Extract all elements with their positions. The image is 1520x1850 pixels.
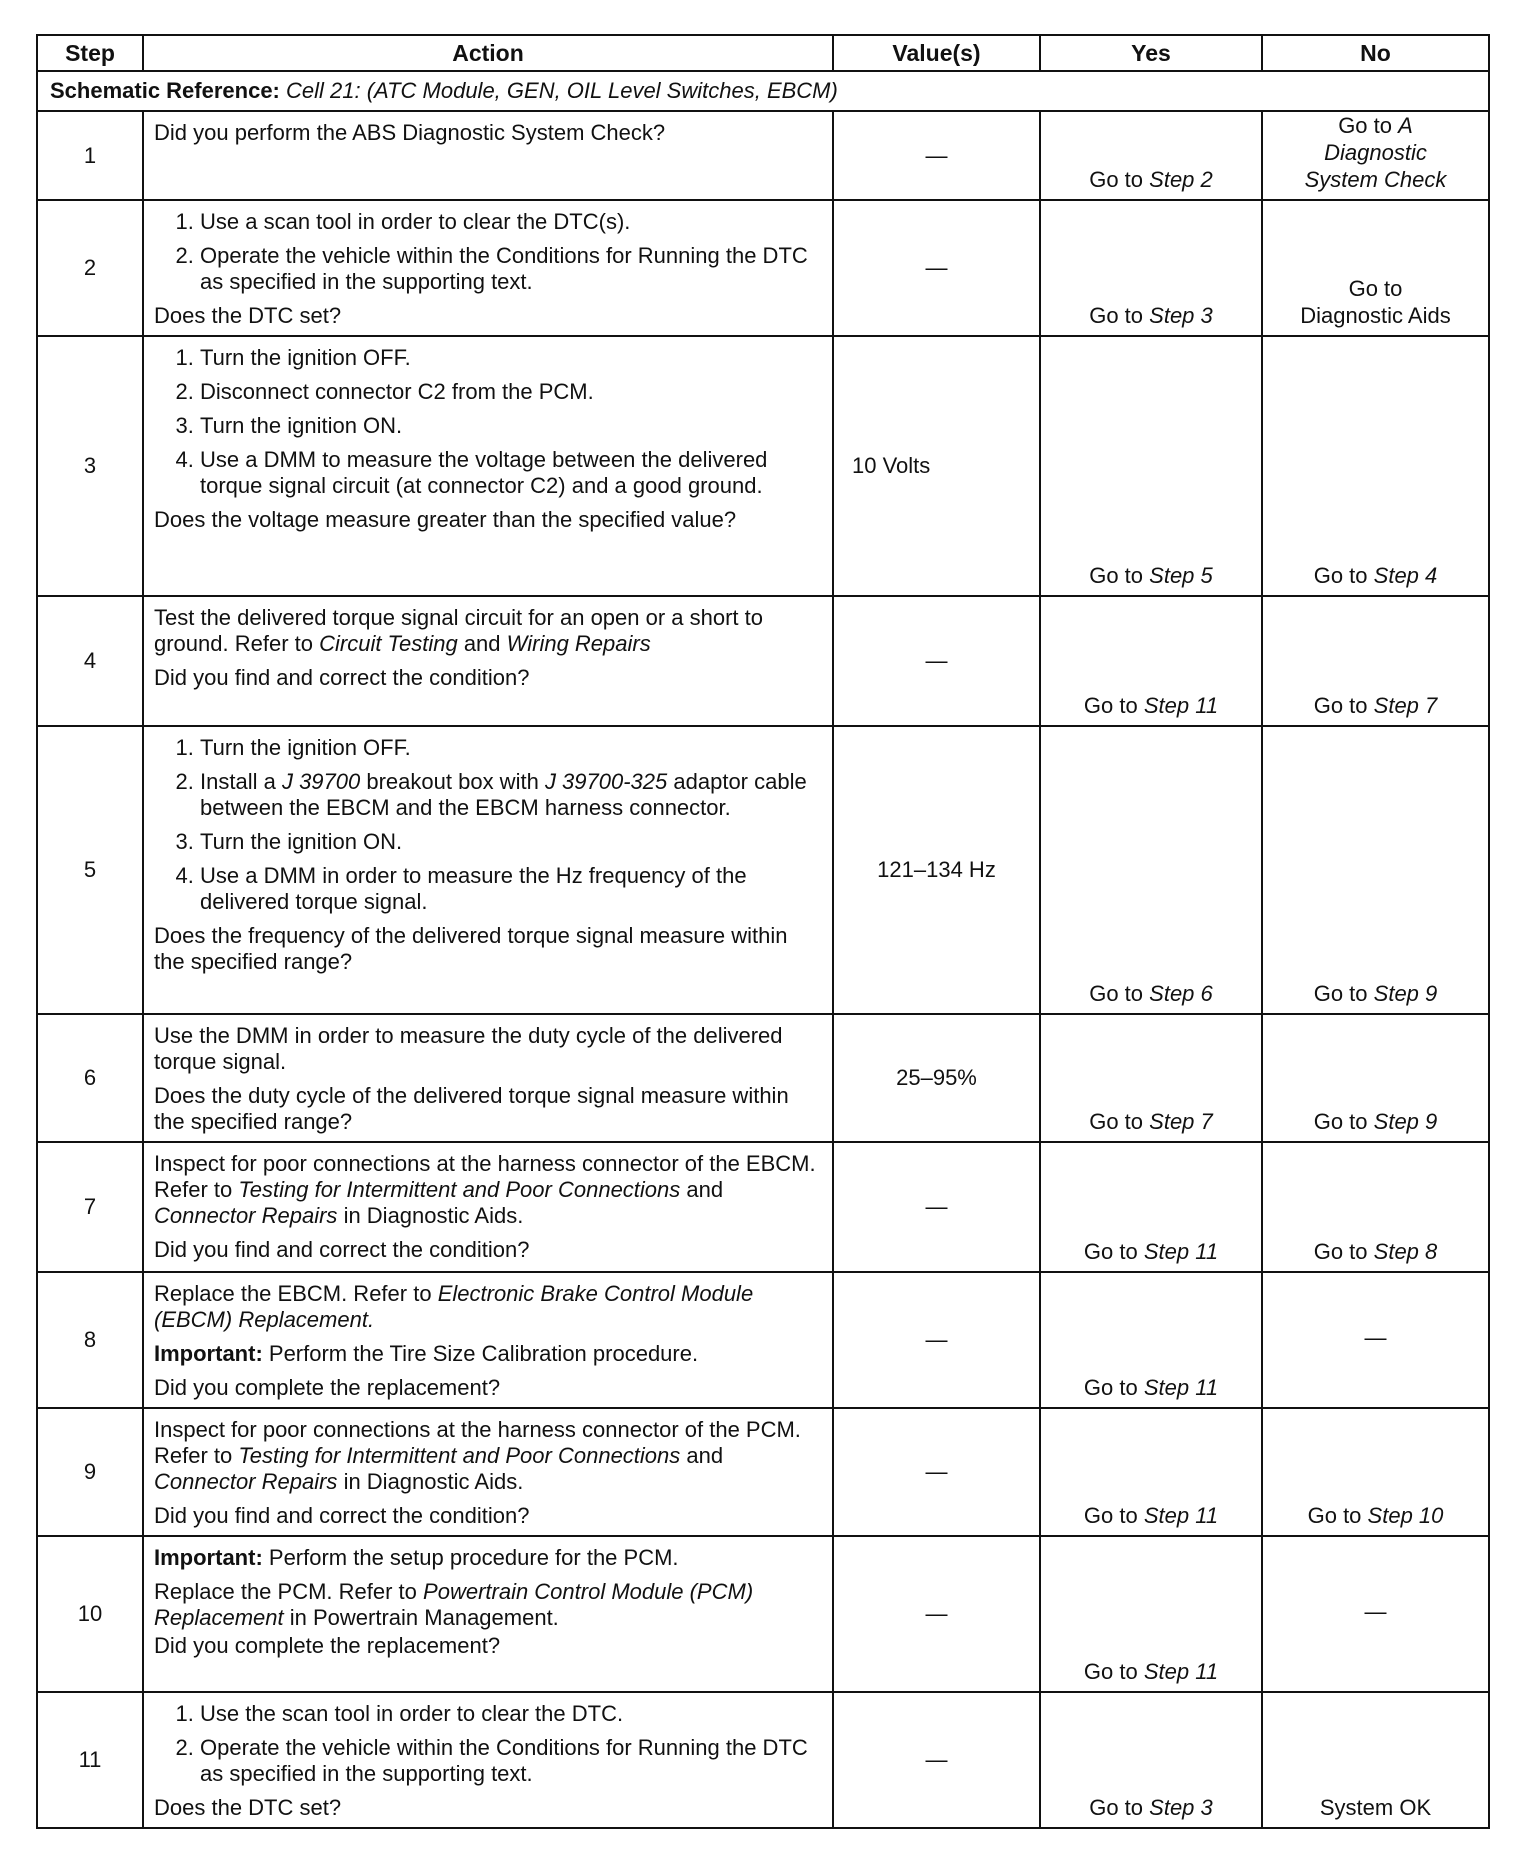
list-item — [200, 769, 820, 821]
action-cell — [143, 200, 833, 336]
yes-cell — [1040, 111, 1262, 200]
step-number: 1 — [37, 111, 143, 200]
table-row — [37, 200, 1489, 336]
value-cell: — — [833, 1408, 1040, 1536]
action-cell — [143, 596, 833, 726]
list-item: 4. Use a DMM in order to measure the Hz frequency of the delivered torque signal. — [200, 863, 820, 915]
text-segment: and — [686, 1443, 724, 1468]
table-row — [37, 1408, 1489, 1536]
no-step-link[interactable]: Step 9 — [1373, 981, 1438, 1006]
no-step-link[interactable]: Step 4 — [1373, 563, 1438, 588]
schematic-text: Cell 21: (ATC Module, GEN, OIL Level Switches, EBCM) — [286, 78, 838, 103]
list-item: 1. Use a scan tool in order to clear the DTC(s). — [200, 209, 820, 235]
goto-text: Go to — [1083, 1239, 1138, 1264]
action-cell — [143, 1272, 833, 1408]
goto-text: Go to — [1083, 1503, 1138, 1528]
yes-step-link[interactable]: Step 11 — [1143, 1375, 1219, 1400]
header-row — [37, 35, 1489, 71]
step-number: 2 — [37, 200, 143, 336]
yes-cell — [1040, 1536, 1262, 1692]
yes-step-link[interactable]: Step 11 — [1143, 1503, 1219, 1528]
goto-text: Go to — [1083, 1659, 1138, 1684]
schematic-reference — [37, 71, 1489, 111]
list-item: 3. Turn the ignition ON. — [200, 829, 820, 855]
reference-link[interactable]: Connector Repairs — [154, 1469, 338, 1494]
text-segment: Test the delivered torque signal circuit for an open or a short to ground. Refer to — [154, 605, 764, 656]
yes-cell — [1040, 1014, 1262, 1142]
no-cell — [1262, 596, 1489, 726]
no-step-link-line2[interactable]: Diagnostic — [1324, 140, 1427, 165]
diagnostic-table — [36, 34, 1490, 1829]
table-row — [37, 111, 1489, 200]
yes-step-link[interactable]: Step 5 — [1149, 563, 1213, 588]
step-number: 8 — [37, 1272, 143, 1408]
reference-link[interactable]: Wiring Repairs — [506, 631, 651, 656]
step-number: 3 — [37, 336, 143, 596]
important-note — [154, 1545, 820, 1571]
yes-step-link[interactable]: Step 3 — [1149, 303, 1213, 328]
step-number: 5 — [37, 726, 143, 1014]
no-step-link[interactable]: Step 7 — [1373, 693, 1438, 718]
list-item: 4. Use a DMM to measure the voltage between the delivered torque signal circuit (at connector C2) and a good ground. — [200, 447, 820, 499]
header-yes: Yes — [1040, 35, 1262, 71]
table-row — [37, 1014, 1489, 1142]
no-step-link[interactable]: Step 10 — [1367, 1503, 1444, 1528]
goto-text: Go to — [1089, 563, 1144, 588]
step-number: 10 — [37, 1536, 143, 1692]
yes-cell — [1040, 200, 1262, 336]
goto-text: Go to — [1089, 1795, 1144, 1820]
yes-cell — [1040, 1272, 1262, 1408]
text-segment: and — [463, 631, 501, 656]
text-segment: Install a — [200, 769, 276, 794]
text-segment: in Powertrain Management. — [289, 1605, 559, 1630]
text-segment: Replace the PCM. Refer to — [154, 1579, 417, 1604]
table-row — [37, 1142, 1489, 1272]
instruction-list — [154, 345, 820, 499]
goto-text: Go to — [1089, 303, 1144, 328]
goto-text: Go to — [1313, 1239, 1368, 1264]
question: Does the DTC set? — [154, 1795, 342, 1820]
header-step: Step — [37, 35, 143, 71]
value-cell: — — [833, 596, 1040, 726]
yes-step-link[interactable]: Step 11 — [1143, 1239, 1219, 1264]
goto-text: Go to — [1338, 113, 1392, 138]
list-item: 1. Turn the ignition OFF. — [200, 735, 820, 761]
reference-link[interactable]: Connector Repairs — [154, 1203, 338, 1228]
instruction-list — [154, 1701, 820, 1787]
important-label: Important: — [154, 1341, 263, 1366]
header-no: No — [1262, 35, 1489, 71]
action-cell — [143, 1014, 833, 1142]
list-item: 1. Use the scan tool in order to clear the DTC. — [200, 1701, 820, 1727]
question: Does the DTC set? — [154, 303, 342, 328]
header-action: Action — [143, 35, 833, 71]
no-cell: — — [1262, 1536, 1489, 1692]
instruction-text — [154, 1281, 820, 1333]
table-row — [37, 1272, 1489, 1408]
step-number: 4 — [37, 596, 143, 726]
instruction-list — [154, 735, 820, 915]
question: Did you perform the ABS Diagnostic System Check? — [154, 120, 666, 145]
table-row — [37, 1536, 1489, 1692]
tool-reference: J 39700 — [281, 769, 361, 794]
question: Does the voltage measure greater than the specified value? — [154, 507, 737, 532]
step-number: 7 — [37, 1142, 143, 1272]
no-cell — [1262, 200, 1489, 336]
no-step-link[interactable]: Step 8 — [1373, 1239, 1438, 1264]
value-cell: — — [833, 1692, 1040, 1828]
no-cell — [1262, 1142, 1489, 1272]
yes-step-link[interactable]: Step 2 — [1149, 167, 1213, 192]
header-values: Value(s) — [833, 35, 1040, 71]
table-row — [37, 336, 1489, 596]
value-cell: — — [833, 1272, 1040, 1408]
instruction-text — [154, 1579, 820, 1631]
no-cell — [1262, 111, 1489, 200]
reference-link[interactable]: Testing for Intermittent and Poor Connections — [238, 1177, 681, 1202]
step-number: 11 — [37, 1692, 143, 1828]
goto-text: Go to — [1089, 167, 1144, 192]
value-cell: 25–95% — [833, 1014, 1040, 1142]
question: Did you find and correct the condition? — [154, 1503, 530, 1528]
no-cell — [1262, 1014, 1489, 1142]
no-cell: System OK — [1262, 1692, 1489, 1828]
instruction-list — [154, 209, 820, 295]
step-number: 6 — [37, 1014, 143, 1142]
schematic-row — [37, 71, 1489, 111]
yes-cell — [1040, 1408, 1262, 1536]
action-cell — [143, 1142, 833, 1272]
text-segment: Inspect for poor connections at the harness connector of the EBCM. Refer to — [154, 1151, 816, 1202]
question: Does the duty cycle of the delivered torque signal measure within the specified range? — [154, 1083, 789, 1134]
yes-step-link[interactable]: Step 7 — [1149, 1109, 1213, 1134]
goto-text: Go to — [1348, 276, 1403, 301]
goto-text: Go to — [1307, 1503, 1362, 1528]
reference-link[interactable]: Testing for Intermittent and Poor Connections — [238, 1443, 681, 1468]
instruction-text — [154, 1151, 820, 1229]
no-step-link[interactable]: Step 9 — [1373, 1109, 1438, 1134]
table-row — [37, 726, 1489, 1014]
value-cell: — — [833, 111, 1040, 200]
important-note — [154, 1341, 820, 1367]
instruction-text — [154, 605, 820, 657]
question: Did you find and correct the condition? — [154, 665, 530, 690]
text-segment: Replace the EBCM. Refer to — [154, 1281, 432, 1306]
question: Did you complete the replacement? — [154, 1375, 501, 1400]
yes-step-link[interactable]: Step 11 — [1143, 1659, 1219, 1684]
value-cell: — — [833, 1536, 1040, 1692]
action-cell — [143, 336, 833, 596]
goto-text: Go to — [1313, 563, 1368, 588]
action-cell — [143, 726, 833, 1014]
action-cell — [143, 1536, 833, 1692]
goto-text: Go to — [1083, 1375, 1138, 1400]
yes-cell — [1040, 336, 1262, 596]
yes-cell — [1040, 596, 1262, 726]
important-label: Important: — [154, 1545, 263, 1570]
value-cell: — — [833, 1142, 1040, 1272]
important-text: Perform the Tire Size Calibration procedure. — [268, 1341, 699, 1366]
question: Did you find and correct the condition? — [154, 1237, 530, 1262]
action-cell — [143, 111, 833, 200]
reference-link[interactable]: Electronic Brake Control Module (EBCM) Replacement. — [154, 1281, 754, 1332]
yes-step-link[interactable]: Step 6 — [1149, 981, 1213, 1006]
list-item: 2. Operate the vehicle within the Conditions for Running the DTC as specified in the supporting text. — [200, 1735, 820, 1787]
value-cell: 10 Volts — [833, 336, 1040, 596]
action-cell — [143, 1692, 833, 1828]
no-step-link[interactable]: Diagnostic Aids — [1300, 303, 1451, 328]
list-item: 2. Operate the vehicle within the Conditions for Running the DTC as specified in the supporting text. — [200, 243, 820, 295]
goto-text: Go to — [1089, 981, 1144, 1006]
yes-cell — [1040, 1142, 1262, 1272]
important-text: Perform the setup procedure for the PCM. — [268, 1545, 679, 1570]
table-row — [37, 596, 1489, 726]
yes-cell — [1040, 1692, 1262, 1828]
no-cell — [1262, 336, 1489, 596]
reference-link[interactable]: Circuit Testing — [319, 631, 458, 656]
goto-text: Go to — [1313, 981, 1368, 1006]
list-item: 2. Disconnect connector C2 from the PCM. — [200, 379, 820, 405]
text-segment: adaptor cable between the EBCM and the EBCM harness connector. — [200, 769, 807, 820]
no-cell — [1262, 1408, 1489, 1536]
goto-text: Go to — [1083, 693, 1138, 718]
schematic-label: Schematic Reference: — [50, 78, 280, 103]
table-row — [37, 1692, 1489, 1828]
tool-reference: J 39700-325 — [544, 769, 668, 794]
list-item: 1. Turn the ignition OFF. — [200, 345, 820, 371]
text-segment: Inspect for poor connections at the harness connector of the PCM. Refer to — [154, 1417, 801, 1468]
yes-cell — [1040, 726, 1262, 1014]
instruction-text — [154, 1417, 820, 1495]
question: Does the frequency of the delivered torque signal measure within the specified range? — [154, 923, 788, 974]
no-cell — [1262, 726, 1489, 1014]
instruction-text: Use the DMM in order to measure the duty cycle of the delivered torque signal. — [154, 1023, 783, 1074]
no-step-link[interactable]: A — [1398, 113, 1413, 138]
value-cell: 121–134 Hz — [833, 726, 1040, 1014]
action-cell — [143, 1408, 833, 1536]
yes-step-link[interactable]: Step 3 — [1149, 1795, 1213, 1820]
text-segment: in Diagnostic Aids. — [343, 1203, 524, 1228]
list-item: 3. Turn the ignition ON. — [200, 413, 820, 439]
no-step-link-line3[interactable]: System Check — [1304, 167, 1447, 192]
value-cell: — — [833, 200, 1040, 336]
text-segment: and — [686, 1177, 724, 1202]
question: Did you complete the replacement? — [154, 1633, 501, 1658]
step-number: 9 — [37, 1408, 143, 1536]
goto-text: Go to — [1313, 1109, 1368, 1134]
no-cell: — — [1262, 1272, 1489, 1408]
reference-link[interactable]: Powertrain Control Module (PCM) Replacement — [154, 1579, 754, 1630]
goto-text: Go to — [1089, 1109, 1144, 1134]
goto-text: Go to — [1313, 693, 1368, 718]
yes-step-link[interactable]: Step 11 — [1143, 693, 1219, 718]
text-segment: breakout box with — [366, 769, 539, 794]
text-segment: in Diagnostic Aids. — [343, 1469, 524, 1494]
